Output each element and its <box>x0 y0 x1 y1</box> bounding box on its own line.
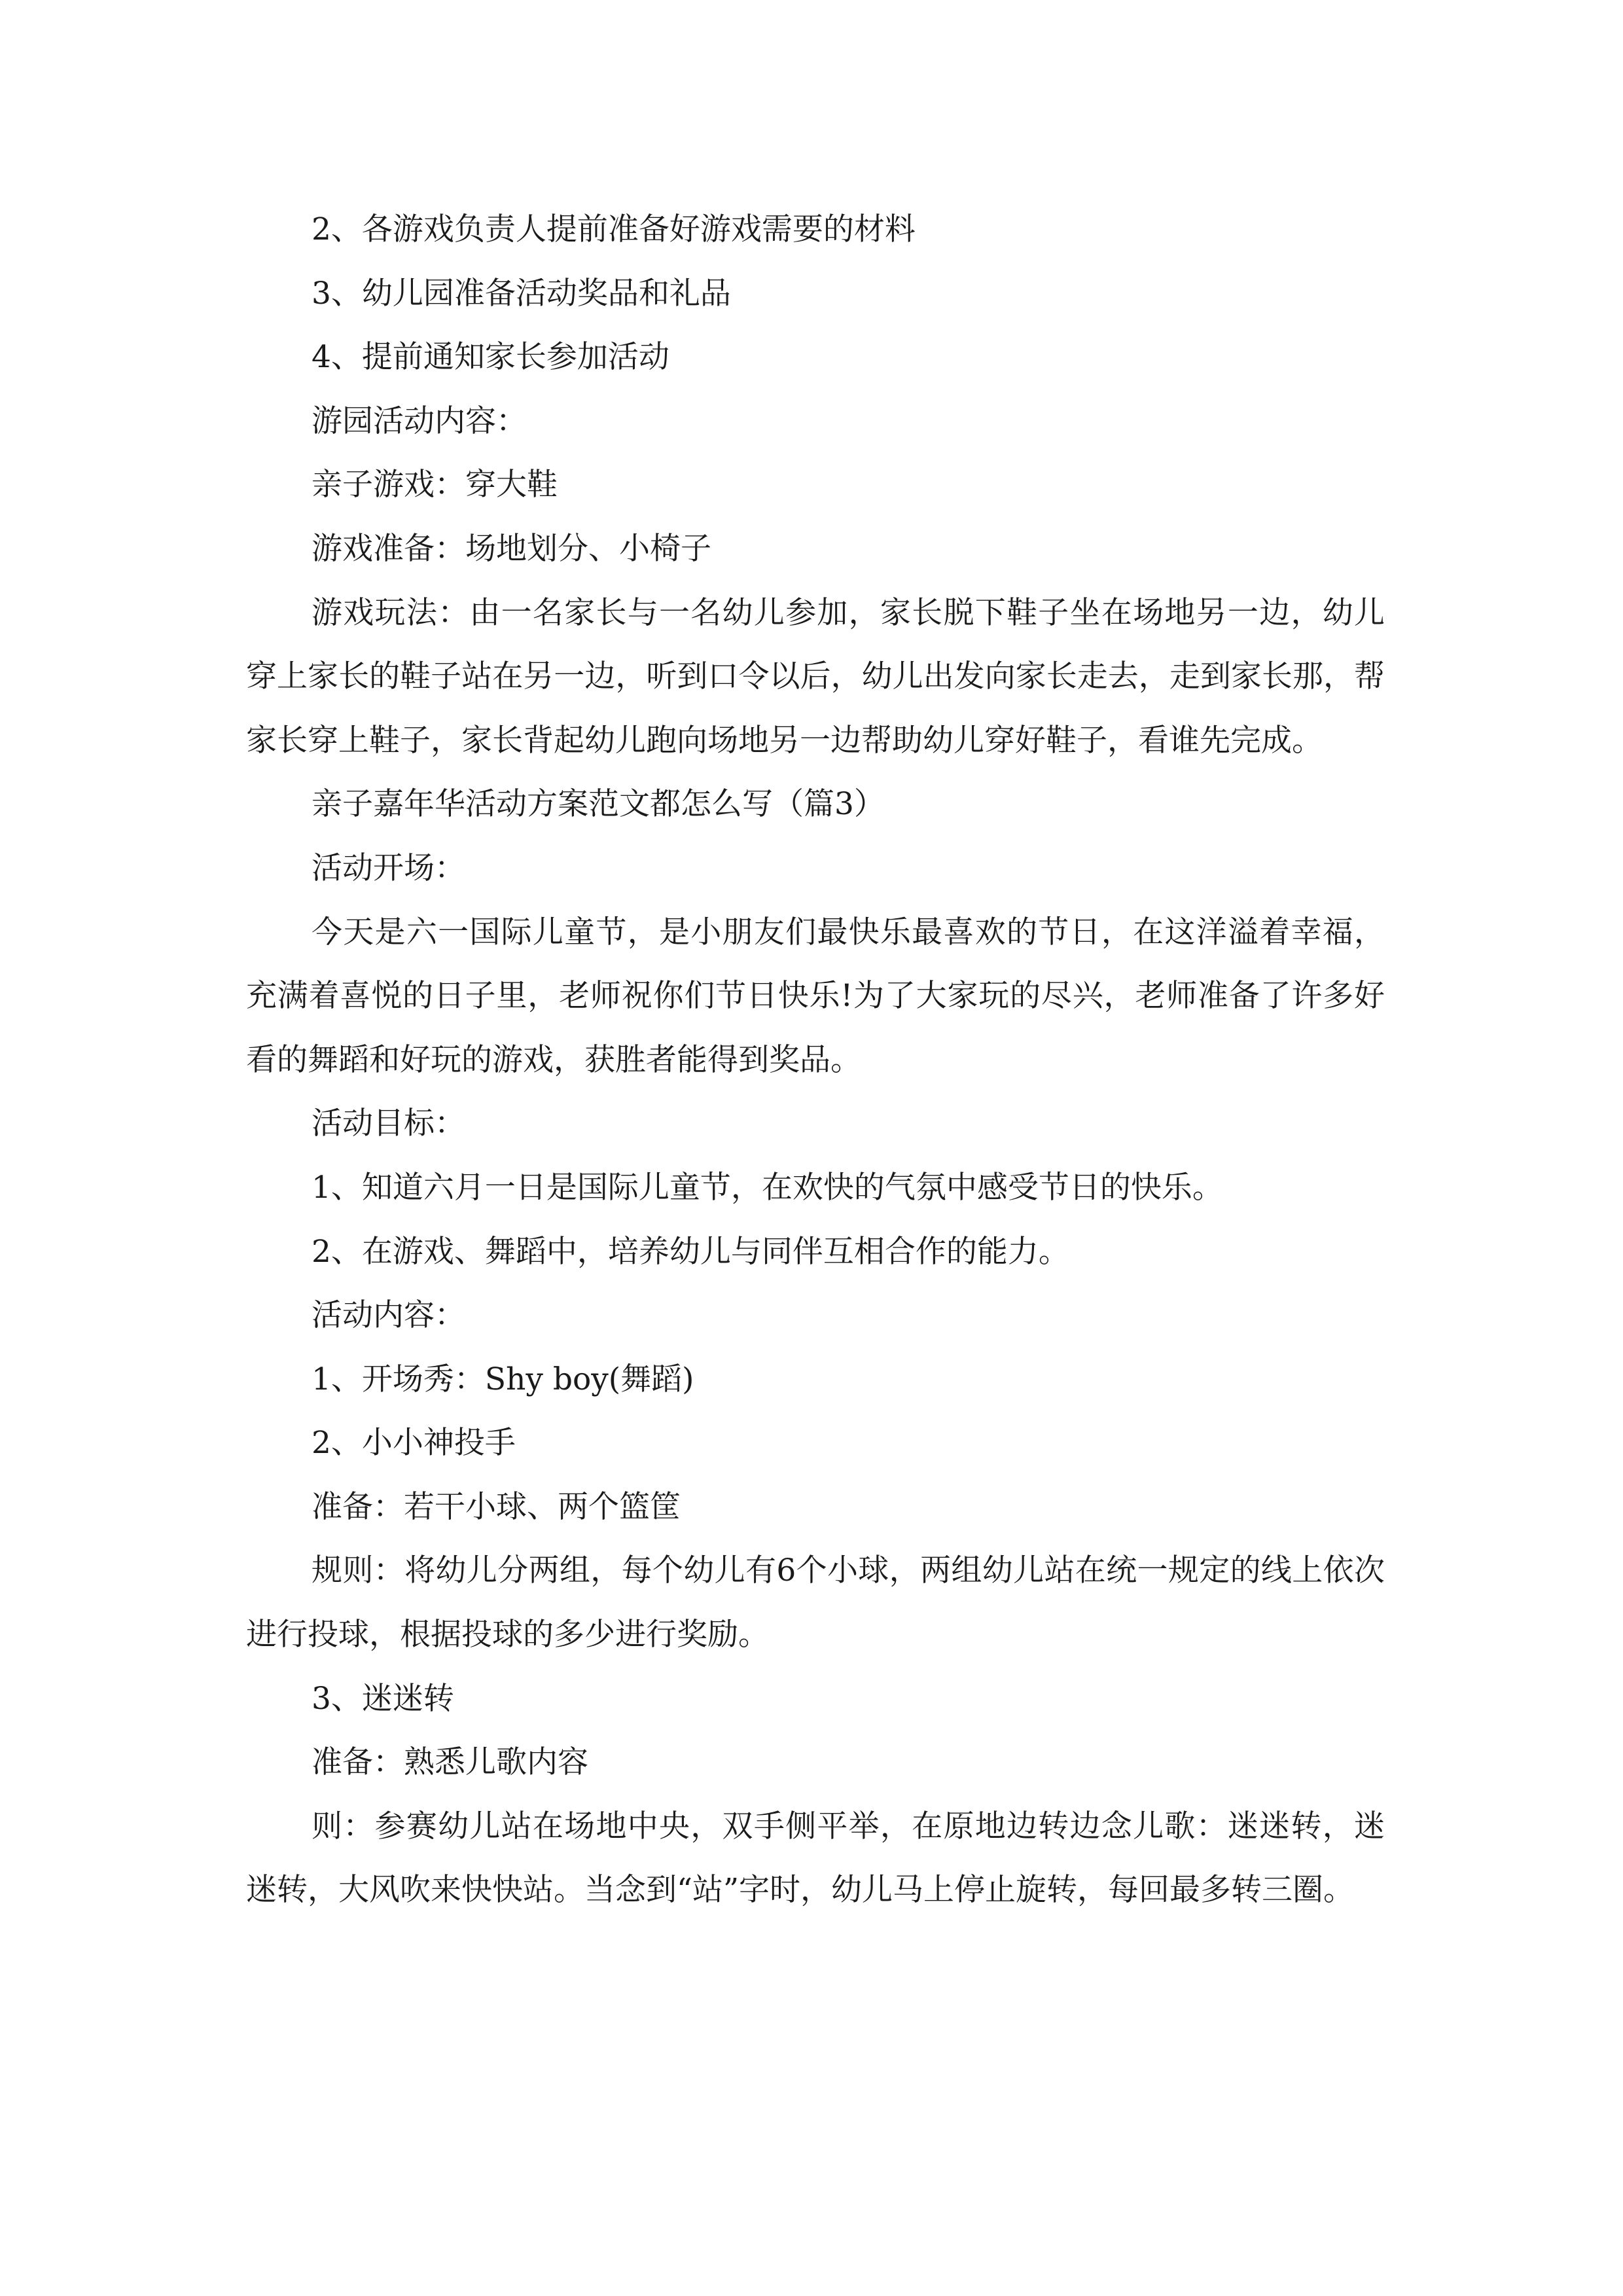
section-heading-goals: 活动目标： <box>312 1105 465 1142</box>
paragraph-content-3: 3、迷迷转 <box>312 1680 454 1717</box>
paragraph-goal-2: 2、在游戏、舞蹈中，培养幼儿与同伴互相合作的能力。 <box>312 1233 1069 1270</box>
section-heading-opening: 活动开场： <box>312 850 465 886</box>
article-title-part-3: 亲子嘉年华活动方案范文都怎么写（篇3） <box>312 786 885 823</box>
paragraph-rules-spinning: 则：参赛幼儿站在场地中央，双手侧平举，在原地边转边念儿歌：迷迷转，迷迷转，大风吹来快快站。当念到“站”字时，幼儿马上停止旋转，每回最多转三圈。 <box>246 1808 1385 1909</box>
document-body <box>246 198 1385 1922</box>
paragraph-preparation-song: 准备：熟悉儿歌内容 <box>312 1744 588 1781</box>
paragraph-parent-child-game: 亲子游戏：穿大鞋 <box>312 467 558 503</box>
paragraph-content-2: 2、小小神投手 <box>312 1425 516 1462</box>
paragraph-item-4-prep: 4、提前通知家长参加活动 <box>312 339 669 376</box>
paragraph-opening-speech: 今天是六一国际儿童节，是小朋友们最快乐最喜欢的节日，在这洋溢着幸福，充满着喜悦的日子里，老师祝你们节日快乐!为了大家玩的尽兴，老师准备了许多好看的舞蹈和好玩的游戏，获胜者能得到奖品。 <box>246 914 1385 1078</box>
paragraph-goal-1: 1、知道六月一日是国际儿童节，在欢快的气氛中感受节日的快乐。 <box>312 1169 1223 1206</box>
paragraph-game-preparation: 游戏准备：场地划分、小椅子 <box>312 530 711 567</box>
paragraph-item-2-prep: 2、各游戏负责人提前准备好游戏需要的材料 <box>312 211 916 247</box>
paragraph-item-3-prep: 3、幼儿园准备活动奖品和礼品 <box>312 275 731 312</box>
paragraph-game-rules: 游戏玩法：由一名家长与一名幼儿参加，家长脱下鞋子坐在场地另一边，幼儿穿上家长的鞋子站在另一边，听到口令以后，幼儿出发向家长走去，走到家长那，帮家长穿上鞋子，家长背起幼儿跑向场地另一边帮助幼儿穿好鞋子，看谁先完成。 <box>246 594 1385 759</box>
section-heading-content: 活动内容： <box>312 1297 465 1334</box>
paragraph-preparation-balls: 准备：若干小球、两个篮筐 <box>312 1488 681 1525</box>
section-heading-garden-activity: 游园活动内容： <box>312 403 527 439</box>
paragraph-content-1: 1、开场秀：Shy boy(舞蹈) <box>312 1361 694 1397</box>
paragraph-rules-throwing: 规则：将幼儿分两组，每个幼儿有6个小球，两组幼儿站在统一规定的线上依次进行投球，根据投球的多少进行奖励。 <box>246 1552 1385 1653</box>
